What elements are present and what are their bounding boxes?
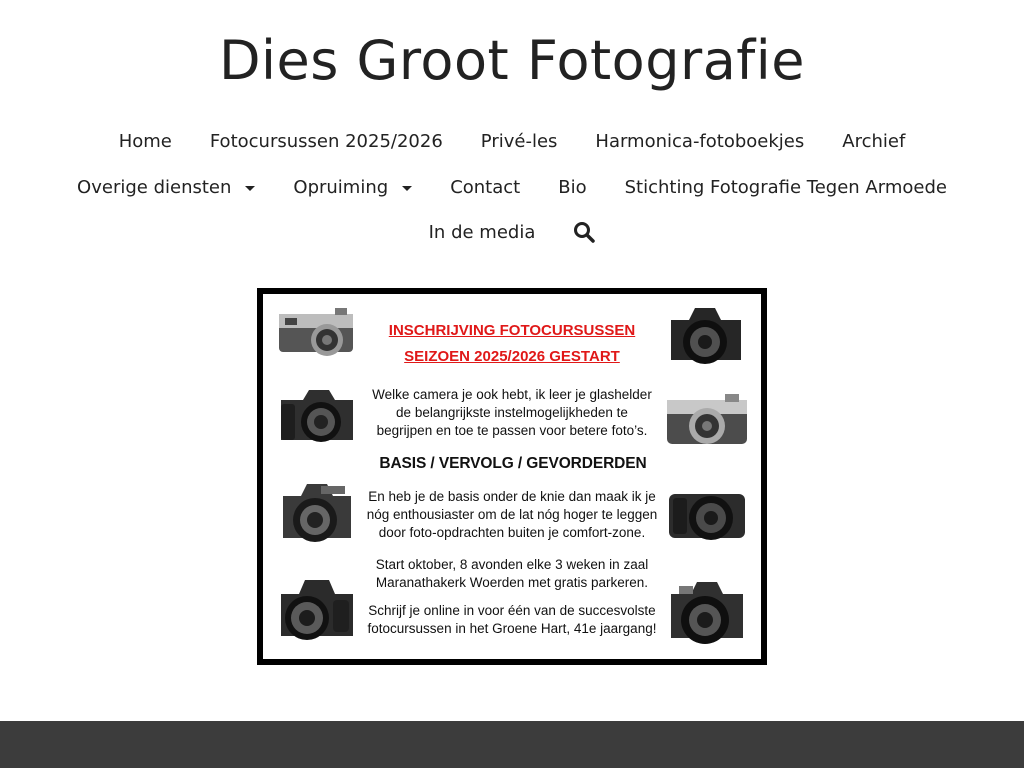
nav-item-opruiming[interactable] [274, 174, 431, 200]
nav-item-label: Fotocursussen 2025/2026 [209, 130, 443, 152]
schedule-line: Maranathakerk Woerden met gratis parkeren. [375, 575, 649, 590]
intro-line: de belangrijkste instelmogelijkheden te [396, 405, 628, 420]
nav-item-bio[interactable] [539, 174, 605, 200]
rangefinder-camera-icon [665, 392, 749, 452]
advanced-line: En heb je de basis onder de knie dan maak ik je [368, 489, 656, 504]
nav-item-label: Harmonica-fotoboekjes [595, 130, 805, 152]
nav-item-archief[interactable] [823, 128, 924, 154]
nav-row-1 [0, 128, 1024, 154]
banner-headline [359, 318, 665, 370]
advanced-line: door foto-opdrachten buiten je comfort-zone. [378, 525, 646, 540]
dslr-camera-icon [277, 574, 357, 646]
nav-item-in-de-media[interactable] [410, 219, 555, 245]
caret-down-icon [245, 186, 255, 191]
nav-item-contact[interactable] [431, 174, 539, 200]
banner-signup [359, 602, 665, 638]
nav-item-harmonica-fotoboekjes[interactable] [576, 128, 823, 154]
nav-item-label: Home [118, 130, 172, 152]
banner-levels: BASIS / VERVOLG / GEVORDERDEN [379, 455, 647, 472]
nav-item-label: Bio [558, 176, 587, 198]
signup-line: fotocursussen in het Groene Hart, 41e jaargang! [367, 621, 657, 636]
nav-item-overige-diensten[interactable] [58, 174, 274, 200]
nav-row-2 [0, 174, 1024, 200]
schedule-line: Start oktober, 8 avonden elke 3 weken in zaal [375, 557, 649, 572]
rangefinder-camera-icon [277, 304, 357, 366]
intro-line: Welke camera je ook hebt, ik leer je glashelder [372, 387, 652, 402]
nav-item-label: In de media [428, 221, 536, 243]
search-icon [573, 221, 595, 243]
bridge-camera-icon [277, 476, 357, 548]
nav-item-label: Overige diensten [77, 176, 232, 198]
headline-line-1: INSCHRIJVING FOTOCURSUSSEN [388, 322, 636, 339]
footer-bar [0, 721, 1024, 768]
dslr-camera-icon [277, 382, 357, 448]
site-title[interactable]: Dies Groot Fotografie [218, 29, 806, 92]
intro-line: begrijpen en toe te passen voor betere foto’s. [376, 423, 648, 438]
course-banner-image[interactable] [257, 288, 767, 665]
banner-intro [359, 386, 665, 440]
nav-item-label: Privé-les [480, 130, 558, 152]
mirrorless-camera-icon [665, 482, 749, 546]
banner-advanced [359, 488, 665, 542]
banner-schedule [359, 556, 665, 592]
caret-down-icon [402, 186, 412, 191]
advanced-line: nóg enthousiaster om de lat nóg hoger te leggen [366, 507, 658, 522]
nav-item-prive-les[interactable] [462, 128, 577, 154]
nav-item-label: Stichting Fotografie Tegen Armoede [624, 176, 947, 198]
nav-item-home[interactable] [100, 128, 191, 154]
nav-row-3 [0, 219, 1024, 245]
nav-item-stichting[interactable] [606, 174, 966, 200]
search-button[interactable] [554, 221, 614, 243]
mirrorless-camera-icon [665, 576, 749, 650]
dslr-camera-icon [665, 304, 745, 370]
nav-item-fotocursussen[interactable] [191, 128, 462, 154]
nav-item-label: Opruiming [293, 176, 389, 198]
nav-item-label: Archief [842, 130, 906, 152]
signup-line: Schrijf je online in voor één van de succesvolste [368, 603, 656, 618]
nav-item-label: Contact [450, 176, 521, 198]
headline-line-2: SEIZOEN 2025/2026 GESTART [404, 348, 620, 365]
